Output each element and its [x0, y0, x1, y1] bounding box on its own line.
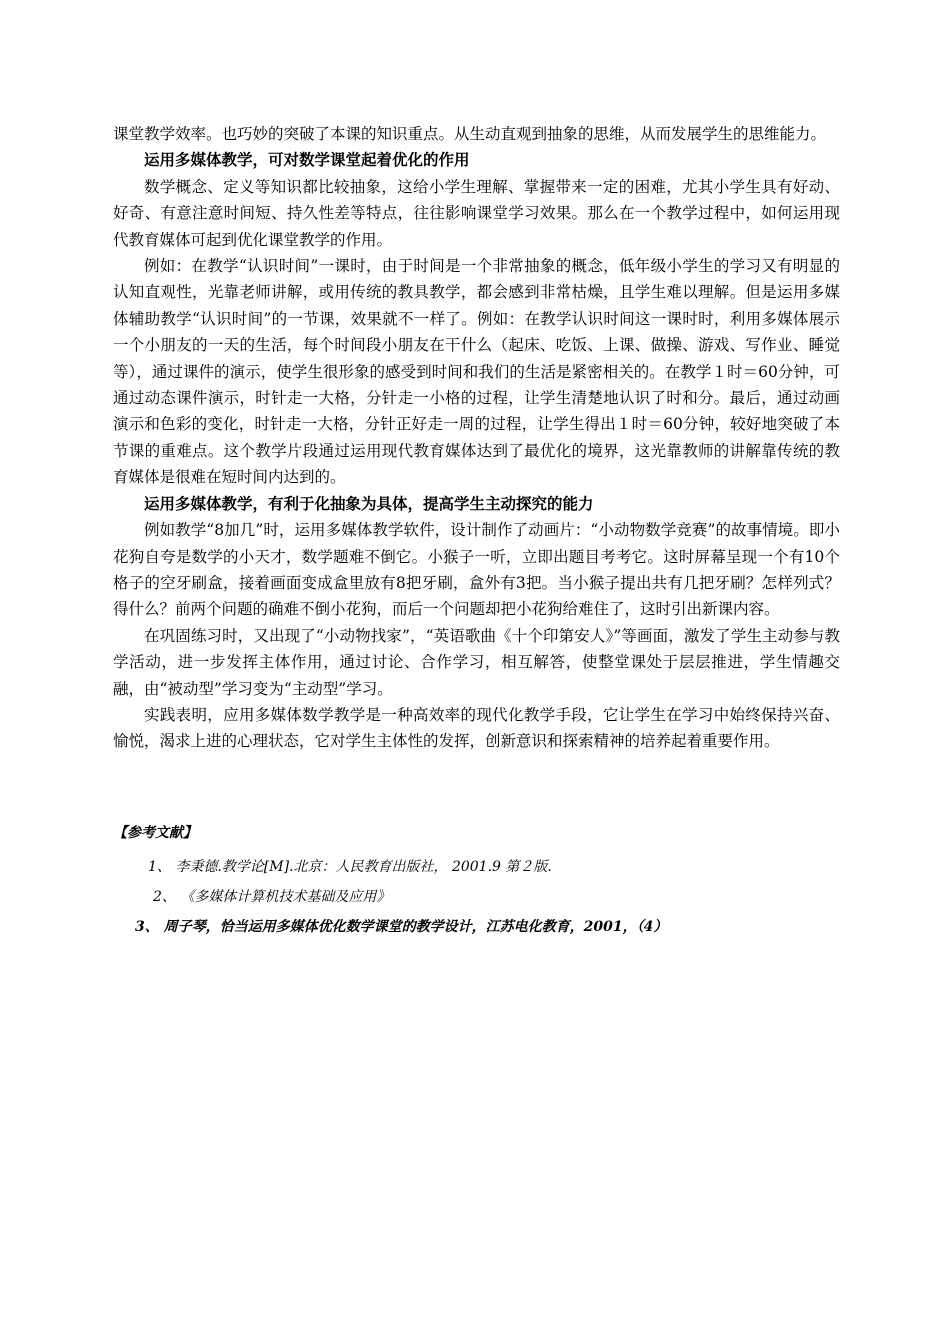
paragraph-abstract-concepts: 数学概念、定义等知识都比较抽象，这给小学生理解、掌握带来一定的困难，尤其小学生具有好动、好奇、有意注意时间短、持久性差等特点，往往影响课堂学习效果。那么在一个教学过程中，如何运用现代教育媒体可起到优化课堂教学的作用。 — [113, 177, 840, 249]
paragraph-eight-plus-example: 例如教学“8加几”时，运用多媒体教学软件，设计制作了动画片：“小动物数学竞赛”的故事情境。即小花狗自夸是数学的小天才，数学题难不倒它。小猴子一听，立即出题目考考它。这时屏幕呈现一个有10个格子的空牙刷盒，接着画面变成盒里放有8把牙刷，盒外有3把。当小猴子提出共有几把牙刷？怎样列式？得什么？前两个问题的确难不倒小花狗，而后一个问题却把小花狗给难住了，这时引出新课内容。 — [113, 521, 840, 619]
references-title: 【参考文献】 — [113, 825, 197, 841]
paragraph-consolidation-practice: 在巩固练习时，又出现了“小动物找家”，“英语歌曲《十个印第安人》”等画面，激发了学生主动参与教学活动，进一步发挥主体作用，通过讨论、合作学习，相互解答，使整堂课处于层层推进，学生情趣交融，由“被动型”学习变为“主动型”学习。 — [113, 626, 840, 698]
reference-item: 3、 周子琴，恰当运用多媒体优化数学课堂的教学设计，江苏电化教育，2001，（4） — [135, 919, 668, 935]
reference-item: 2、 《多媒体计算机技术基础及应用》 — [153, 889, 391, 905]
section-heading-optimization: 运用多媒体教学，可对数学课堂起着优化的作用 — [144, 150, 470, 170]
paragraph-time-example: 例如：在教学“认识时间”一课时，由于时间是一个非常抽象的概念，低年级小学生的学习又有明显的认知直观性，光靠老师讲解，或用传统的教具教学，都会感到非常枯燥，且学生难以理解。但是运用多媒体辅助教学“认识时间”的一节课，效果就不一样了。例如：在教学认识时间这一课时时，利用多媒体展示一个小朋友的一天的生活，每个时间段小朋友在干什么（起床、吃饭、上课、做操、游戏、写作业、睡觉等），通过课件的演示，使学生很形象的感受到时间和我们的生活是紧密相关的。在教学１时＝60分钟，可通过动态课件演示，时针走一大格，分针走一小格的过程，让学生清楚地认识了时和分。最后，通过动画演示和色彩的变化，时针走一大格，分针正好走一周的过程，让学生得出１时＝60分钟，较好地突破了本节课的重难点。这个教学片段通过运用现代教育媒体达到了最优化的境界，这光靠教师的讲解靠传统的教育媒体是很难在短时间内达到的。 — [113, 257, 840, 487]
paragraph-conclusion: 实践表明，应用多媒体数学教学是一种高效率的现代化教学手段，它让学生在学习中始终保持兴奋、愉悦，渴求上进的心理状态，它对学生主体性的发挥，创新意识和探索精神的培养起着重要作用。 — [113, 705, 840, 751]
reference-item: 1、 李秉德.教学论[M].北京：人民教育出版社， 2001.9 第２版. — [148, 859, 552, 875]
paragraph-continuation: 课堂教学效率。也巧妙的突破了本课的知识重点。从生动直观到抽象的思维，从而发展学生的思维能力。 — [113, 125, 827, 143]
section-heading-abstract-to-concrete: 运用多媒体教学，有利于化抽象为具体，提高学生主动探究的能力 — [144, 493, 594, 513]
references-section — [113, 822, 840, 946]
document-body — [113, 121, 840, 755]
